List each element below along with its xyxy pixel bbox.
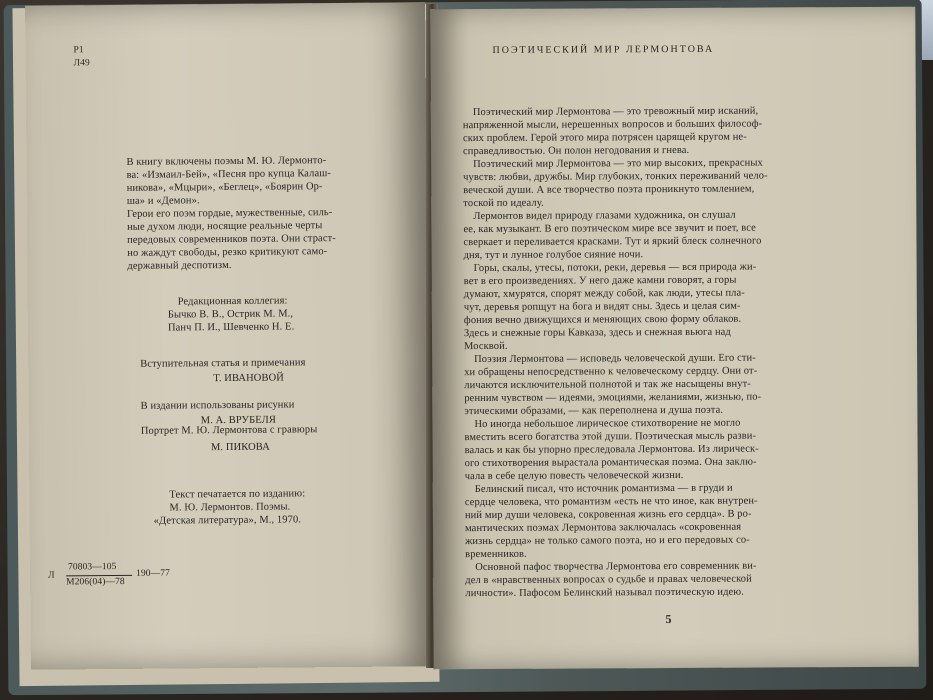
text-line: думают, хмурятся, спорят между собой, как люди, утесы пла- — [463, 287, 745, 301]
annotation-line: но жаждут свободы, резко критикуют само- — [127, 246, 328, 259]
text-line: вет в его произведениях. У него даже камни говорят, а горы — [463, 274, 737, 288]
text-line: хи обращены непосредственно к человеческому сердцу. Они от- — [464, 365, 758, 379]
editorial-board-heading: Редакционная коллегия: — [177, 295, 288, 308]
text-line: Поэтический мир Лермонтова — это мир высоких, прекрасных — [473, 157, 763, 171]
annotation-line: В книгу включены поэмы М. Ю. Лермонто- — [126, 155, 327, 168]
text-line: ее, как музыкант. В его поэтическом мире все звучит и поет, все — [463, 222, 756, 236]
text-line: напряженной мысли, нерешенных вопросов и больших философ- — [462, 118, 763, 132]
text-line: Здесь и снежные горы Кавказа, здесь и снежная вьюга над — [463, 326, 731, 340]
text-line: ого стихотворения вырастала романтическая поэма. Она заклю- — [464, 456, 757, 470]
text-line: Основной пафос творчества Лермонтова его современник ви- — [475, 560, 757, 574]
source-line: М. Ю. Лермонтов. Поэмы. — [169, 501, 291, 514]
annotation-line: ша» и «Демон». — [126, 195, 200, 207]
credit-role: В издании использованы рисунки — [140, 399, 295, 412]
left-page — [25, 2, 431, 669]
text-line: ренним чувством — идеями, эмоциями, желаниями, жизнью, по- — [464, 391, 762, 405]
text-line: вместить всего богатства этой души. Поэтическая мысль разви- — [464, 430, 757, 444]
credit-role: Портрет М. Ю. Лермонтова с гравюры — [140, 424, 318, 437]
text-line: сверкает и переливается красками. Тут и яркий блеск солнечного — [463, 235, 762, 249]
imprint-code: 190—77 — [136, 568, 170, 579]
text-line: ских проблем. Герой этого мира потрясен царящей кругом не- — [462, 131, 747, 145]
text-line: Лермонтов видел природу глазами художника, он слушал — [473, 209, 736, 223]
page-number: 5 — [665, 612, 672, 627]
source-line: «Детская литература», М., 1970. — [153, 514, 302, 527]
imprint-numerator: 70803—105 — [67, 561, 117, 573]
text-line: временников. — [465, 548, 527, 561]
annotation-line: ные духом люди, носящие реальные черты — [127, 220, 323, 233]
credit-name: М. А. ВРУБЕЛЯ — [200, 414, 276, 427]
text-line: мантических поэмах Лермонтова заключалась «сокровенная — [464, 521, 742, 535]
text-line: веческой души. А все творчество поэта проникнуто томлением, — [463, 183, 755, 197]
text-line: чувств: любви, дружбы. Мир глубоких, тонких переживаний чело- — [463, 170, 768, 184]
credit-name: М. ПИКОВА — [210, 441, 270, 454]
text-line: справедливостью. Он полон негодования и гнева. — [462, 144, 690, 158]
credit-role: Вступительная статья и примечания — [140, 357, 306, 370]
text-line: Но иногда небольшое лирическое стихотворение не могло — [474, 417, 741, 431]
text-line: личаются исключительной полнотой и так же насыщены внут- — [464, 378, 751, 392]
annotation-line: державный деспотизм. — [127, 259, 232, 272]
text-line: Поэзия Лермонтова — исповедь человеческой души. Его сти- — [474, 352, 756, 366]
text-line: Москвой. — [464, 340, 508, 353]
imprint-letter: Л — [48, 570, 55, 581]
text-line: сердце человека, что романтизм «есть не что иное, как внутрен- — [464, 495, 758, 509]
text-line: Белинский писал, что источник романтизма — в груди и — [474, 482, 733, 496]
text-line: чут, деревья ропщут на бога и видят сны. Здесь и целая сим- — [463, 300, 741, 314]
imprint-denominator: М206(04)—78 — [66, 576, 125, 588]
right-page — [430, 7, 918, 670]
text-line: этическими образами, — как переполнена и душа поэта. — [464, 404, 724, 418]
classification-code: Р1 — [73, 45, 84, 56]
credit-name: Т. ИВАНОВОЙ — [213, 372, 284, 385]
text-line: дел в «нравственных вопросах о судьбе и правах человеческой — [465, 573, 752, 587]
text-line: личности». Пафосом Белинский называл поэтическую идею. — [465, 586, 745, 600]
text-line: валась и как бы упорно преследовала Лермонтова. Из лирическ- — [464, 443, 759, 457]
text-line: тоской по идеалу. — [463, 197, 544, 210]
editorial-board-line: Панч П. И., Шевченко Н. Е. — [167, 321, 295, 334]
text-line: чала в себе целую повесть человеческой жизни. — [464, 469, 684, 483]
text-line: Поэтический мир Лермонтова — это тревожный мир исканий, — [472, 105, 759, 119]
classification-code: Л49 — [73, 58, 90, 69]
text-line: ний мир души человека, сокровенная жизнь его сердца». В ро- — [464, 508, 752, 522]
annotation-line: Герои его поэм гордые, мужественные, силь- — [126, 207, 333, 220]
annotation-line: ва: «Измаил-Бей», «Песня про купца Калаш- — [126, 168, 332, 181]
annotation-line: никова», «Мцыри», «Беглец», «Боярин Ор- — [126, 181, 323, 194]
editorial-board-line: Бычко В. В., Острик М. М., — [167, 308, 294, 321]
text-line: дня, тут и лунное голубое сияние ночи. — [463, 249, 644, 262]
running-head: ПОЭТИЧЕСКИЙ МИР ЛЕРМОНТОВА — [492, 43, 715, 56]
text-line: жизнь сердца» не только самого поэта, но и его передовых со- — [465, 534, 750, 548]
text-line: фония вечно движущихся и меняющих свою форму облаков. — [463, 313, 742, 327]
annotation-line: передовых современников поэта. Они страст- — [127, 233, 336, 246]
source-line: Текст печатается по изданию: — [169, 488, 306, 501]
text-line: Горы, скалы, утесы, потоки, реки, деревья — вся природа жи- — [473, 261, 757, 275]
